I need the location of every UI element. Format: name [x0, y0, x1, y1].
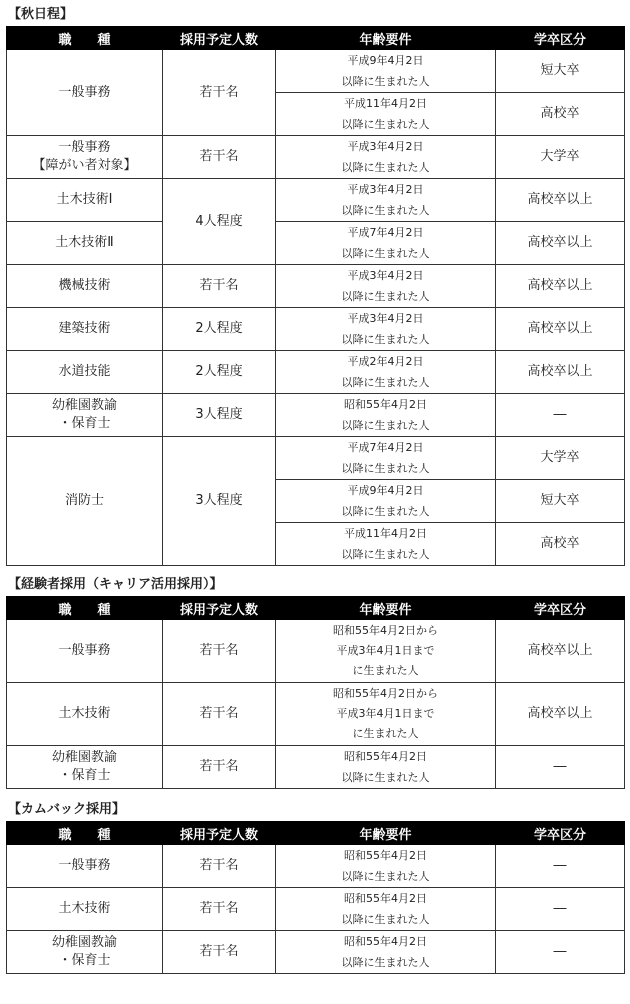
comeback-table — [6, 821, 625, 974]
age-cell: 昭和55年4月2日 以降に生まれた人 — [276, 931, 496, 974]
age-cell: 平成3年4月2日 以降に生まれた人 — [276, 136, 496, 179]
count-cell: 若干名 — [163, 50, 276, 136]
table-row — [7, 351, 625, 394]
age-cell: 平成11年4月2日 以降に生まれた人 — [276, 93, 496, 136]
job-cell: 幼稚園教諭 ・保育士 — [7, 931, 163, 974]
age-cell: 平成3年4月2日 以降に生まれた人 — [276, 308, 496, 351]
edu-cell: 高校卒 — [496, 523, 625, 566]
edu-cell: 高校卒以上 — [496, 179, 625, 222]
header-job: 職 種 — [7, 597, 163, 620]
edu-cell: 短大卒 — [496, 480, 625, 523]
edu-cell: 高校卒以上 — [496, 351, 625, 394]
job-cell: 幼稚園教諭 ・保育士 — [7, 746, 163, 789]
job-cell: 一般事務 — [7, 620, 163, 683]
table-row — [7, 308, 625, 351]
count-cell: 若干名 — [163, 683, 276, 746]
table-row — [7, 683, 625, 746]
job-cell: 土木技術Ⅱ — [7, 222, 163, 265]
autumn-section — [0, 4, 630, 566]
comeback-section — [0, 799, 630, 974]
header-count: 採用予定人数 — [163, 822, 276, 845]
job-cell: 土木技術 — [7, 683, 163, 746]
autumn-section-title: 【秋日程】 — [8, 7, 74, 22]
table-row — [7, 437, 625, 480]
age-cell: 平成3年4月2日 以降に生まれた人 — [276, 179, 496, 222]
count-cell: 若干名 — [163, 136, 276, 179]
autumn-table — [6, 26, 625, 566]
edu-cell: 高校卒以上 — [496, 265, 625, 308]
table-row — [7, 931, 625, 974]
job-cell: 機械技術 — [7, 265, 163, 308]
count-cell: 3人程度 — [163, 394, 276, 437]
job-cell: 一般事務 — [7, 50, 163, 136]
header-age: 年齢要件 — [276, 597, 496, 620]
header-count: 採用予定人数 — [163, 597, 276, 620]
job-cell: 土木技術 — [7, 888, 163, 931]
age-cell: 平成11年4月2日 以降に生まれた人 — [276, 523, 496, 566]
count-cell: 2人程度 — [163, 351, 276, 394]
count-cell: 4人程度 — [163, 179, 276, 265]
count-cell: 若干名 — [163, 931, 276, 974]
edu-cell: ― — [496, 888, 625, 931]
count-cell: 若干名 — [163, 265, 276, 308]
edu-cell: 高校卒以上 — [496, 308, 625, 351]
age-cell: 昭和55年4月2日 以降に生まれた人 — [276, 746, 496, 789]
age-cell: 昭和55年4月2日から 平成3年4月1日まで に生まれた人 — [276, 683, 496, 746]
table-row — [7, 888, 625, 931]
table-row — [7, 394, 625, 437]
age-cell: 平成7年4月2日 以降に生まれた人 — [276, 437, 496, 480]
table-row — [7, 222, 625, 265]
career-section — [0, 574, 630, 789]
age-cell: 平成2年4月2日 以降に生まれた人 — [276, 351, 496, 394]
header-edu: 学卒区分 — [496, 27, 625, 50]
header-age: 年齢要件 — [276, 27, 496, 50]
table-row — [7, 265, 625, 308]
job-cell: 土木技術Ⅰ — [7, 179, 163, 222]
table-row — [7, 845, 625, 888]
edu-cell: 高校卒以上 — [496, 620, 625, 683]
header-age: 年齢要件 — [276, 822, 496, 845]
table-header-row — [7, 822, 625, 845]
table-row — [7, 50, 625, 93]
count-cell: 若干名 — [163, 845, 276, 888]
edu-cell: 大学卒 — [496, 136, 625, 179]
count-cell: 若干名 — [163, 888, 276, 931]
job-cell: 消防士 — [7, 437, 163, 566]
age-cell: 昭和55年4月2日 以降に生まれた人 — [276, 845, 496, 888]
age-cell: 昭和55年4月2日 以降に生まれた人 — [276, 394, 496, 437]
table-row — [7, 179, 625, 222]
age-cell: 昭和55年4月2日 以降に生まれた人 — [276, 888, 496, 931]
job-cell: 建築技術 — [7, 308, 163, 351]
edu-cell: ― — [496, 394, 625, 437]
edu-cell: ― — [496, 931, 625, 974]
job-cell: 一般事務 — [7, 845, 163, 888]
job-cell: 水道技能 — [7, 351, 163, 394]
age-cell: 平成9年4月2日 以降に生まれた人 — [276, 50, 496, 93]
edu-cell: 高校卒以上 — [496, 683, 625, 746]
table-header-row — [7, 27, 625, 50]
count-cell: 2人程度 — [163, 308, 276, 351]
edu-cell: 短大卒 — [496, 50, 625, 93]
table-header-row — [7, 597, 625, 620]
count-cell: 若干名 — [163, 620, 276, 683]
header-count: 採用予定人数 — [163, 27, 276, 50]
header-edu: 学卒区分 — [496, 822, 625, 845]
header-edu: 学卒区分 — [496, 597, 625, 620]
career-table — [6, 596, 625, 789]
edu-cell: 大学卒 — [496, 437, 625, 480]
header-job: 職 種 — [7, 822, 163, 845]
age-cell: 平成9年4月2日 以降に生まれた人 — [276, 480, 496, 523]
edu-cell: ― — [496, 746, 625, 789]
count-cell: 若干名 — [163, 746, 276, 789]
table-row — [7, 136, 625, 179]
table-row — [7, 620, 625, 683]
age-cell: 昭和55年4月2日から 平成3年4月1日まで に生まれた人 — [276, 620, 496, 683]
job-cell: 幼稚園教諭 ・保育士 — [7, 394, 163, 437]
edu-cell: ― — [496, 845, 625, 888]
table-row — [7, 746, 625, 789]
job-cell: 一般事務 【障がい者対象】 — [7, 136, 163, 179]
age-cell: 平成7年4月2日 以降に生まれた人 — [276, 222, 496, 265]
count-cell: 3人程度 — [163, 437, 276, 566]
edu-cell: 高校卒以上 — [496, 222, 625, 265]
career-section-title: 【経験者採用（キャリア活用採用）】 — [8, 577, 223, 592]
age-cell: 平成3年4月2日 以降に生まれた人 — [276, 265, 496, 308]
header-job: 職 種 — [7, 27, 163, 50]
edu-cell: 高校卒 — [496, 93, 625, 136]
comeback-section-title: 【カムバック採用】 — [8, 802, 126, 817]
